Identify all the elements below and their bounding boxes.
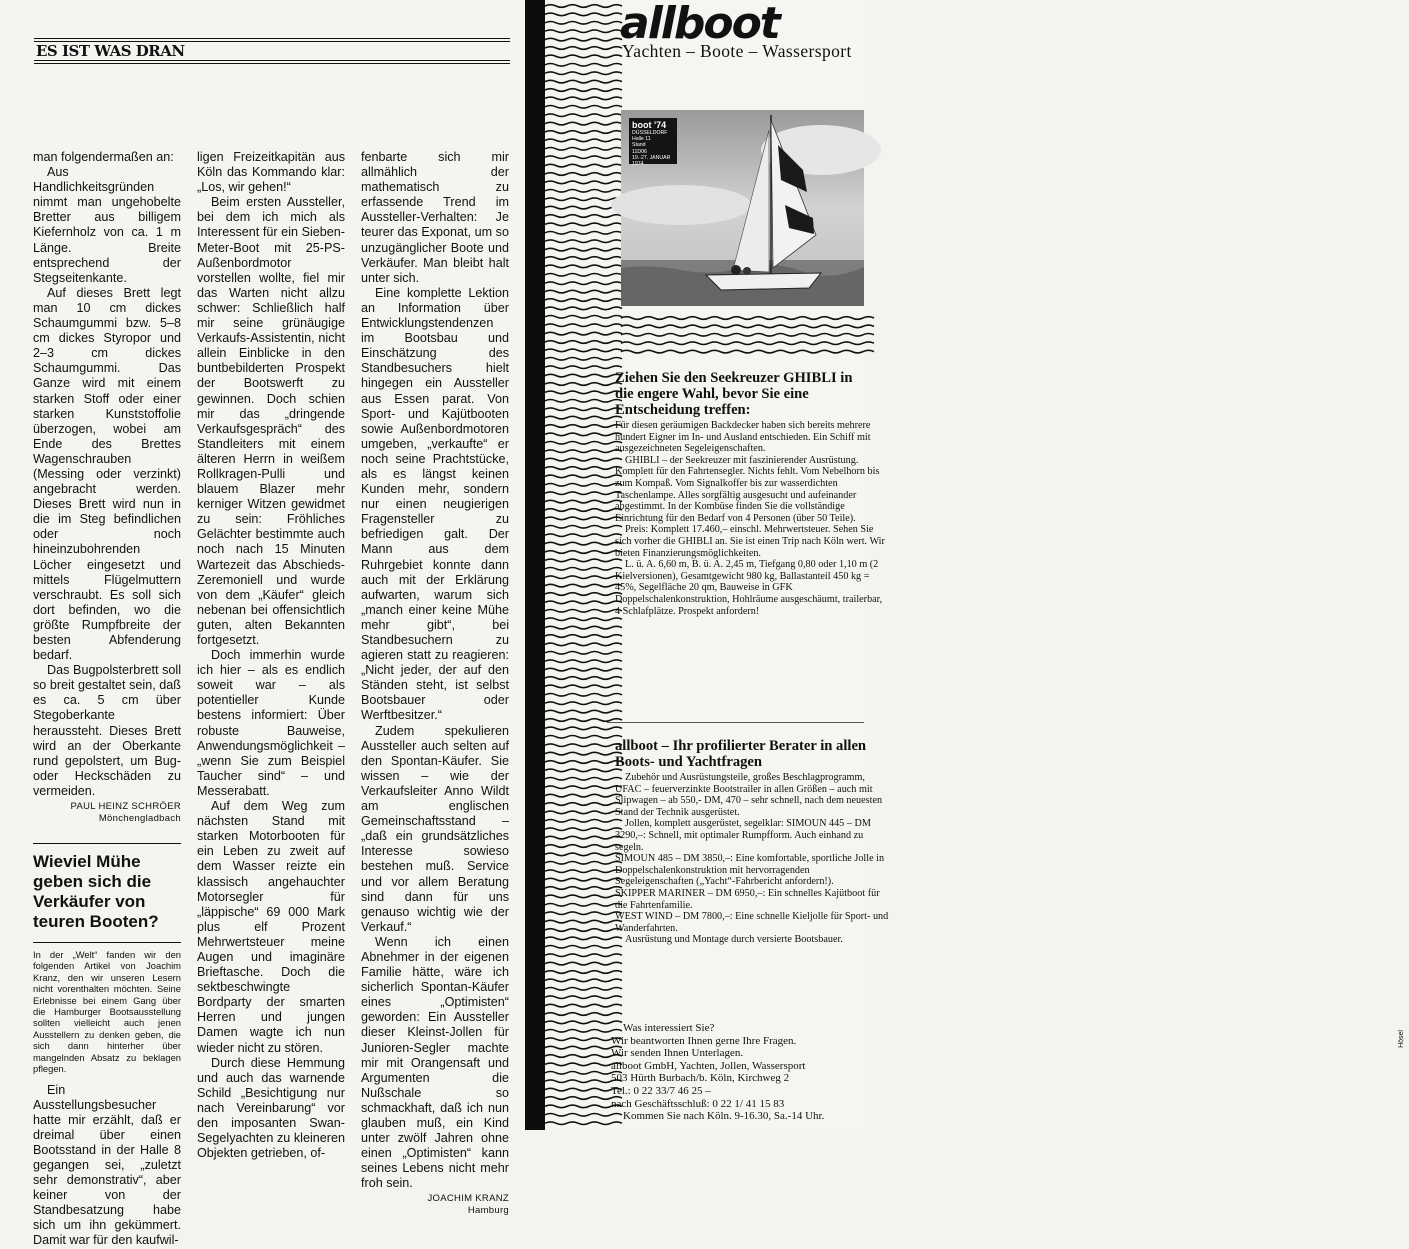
- ghibli-headline: Ziehen Sie den Seekreuzer GHIBLI in die engere Wahl, bevor Sie eine Entscheidung treffen:: [615, 370, 853, 418]
- article-paragraph: Auf dem Weg zum nächsten Stand mit starken Motorbooten für ein Leben zu zweit auf dem Wasser reizte ein klassisch angehauchter Motorsegler für „läppische“ 69 000 Mark plus elf Prozent Mehrwertsteuer meine Augen und imaginäre Brieftasche. Doch die sektbeschwingte Bordparty der smarten Herren und jungen Damen wagte ich nun wieder nicht zu stören.: [197, 799, 345, 1055]
- editorial-page: [0, 0, 530, 1248]
- contact-line: Wir beantworten Ihnen gerne Ihre Fragen.: [611, 1034, 797, 1047]
- article-paragraph: Auf dieses Brett legt man 10 cm dickes Schaumgummi bzw. 5–8 cm dickes Styropor und 2–3 cm dickes Schaumgummi. Das Ganze wird mit einem starken Stoff oder einer starken Kunststoffolie überzogen, wobei am Ende des Brettes Wagenschrauben (Messing oder verzinkt) angebracht werden. Dieses Brett wird nun in die im Steg befindlichen oder noch hineinzubohrenden Löcher eingesetzt und mittels Flügelmuttern verschraubt. Es soll sich dort befinden, wo die größte Rumpfbreite der besten Abfenderung bedarf.: [33, 285, 181, 663]
- advisor-headline: allboot – Ihr profilierter Berater in allen Boots- und Yachtfragen: [615, 738, 867, 770]
- article-paragraph: Beim ersten Aussteller, bei dem ich mich als Interessent für ein Sieben-Meter-Boot mit 25-PS-Außenbordmotor vorstellen wollte, fiel mir das Warten nicht allzu schwer: Schließlich half mir seine grünäugige Verkaufs-Assistentin, nicht allein Einblicke in den buntbebilderten Prospekt der Bootswerft zu gewinnen. Doch schien mir das „dringende Verkaufsgespräch“ des Standleiters mit einem älteren Herrn in weißem Rollkragen-Pulli und blauem Blazer mehr kerniger Witzen gewidmet zu sein: Fröhliches Gelächter bestimmte auch noch nach 15 Minuten Wartezeit das Abschieds-Zeremoniell und wurde von dem „Käufer“ gleich nebenan bei offensichtlich guten, alten Bekannten fortgesetzt.: [197, 195, 345, 647]
- article-paragraph: Doch immerhin wurde ich hier – als es endlich soweit war – als potentieller Kunde bestens informiert: Über robuste Bauweise, Anwendungsmöglichkeit – „wenn Sie zum Beispiel Taucher sind“ – und Messerabatt.: [197, 648, 345, 798]
- article-paragraph: fenbarte sich mir allmählich der mathematisch zu erfassende Trend im Aussteller-Verhalten: Je teurer das Exponat, um so unzugänglicher Boote und Verkäufer. Man bleibt halt unter sich.: [361, 150, 509, 285]
- article-column-2: [197, 150, 345, 1161]
- article-paragraph: Zudem spekulieren Aussteller auch selten auf den Spontan-Käufer. Sie wissen – wie der Verkaufsleiter Anno Wildt am englischen Gemeinschaftsstand – „daß ein grundsätzliches Interesse sowieso bestehen muß. Service und vor allem Beratung sind dann für uns genauso wichtig wie der Verkauf.“: [361, 723, 509, 934]
- photo-credit: Hösel: [1398, 1030, 1405, 1048]
- allboot-advertisement: [545, 0, 1405, 1130]
- ad-paragraph: SKIPPER MARINER – DM 6950,–: Ein schnelles Kajütboot für die Fahrtenfamilie.: [615, 887, 880, 911]
- wave-pattern: [545, 0, 617, 1130]
- fair-city: DÜSSELDORF: [632, 130, 668, 136]
- article-paragraph: Wenn ich einen Abnehmer in der eigenen Familie hätte, wäre ich sicherlich Spontan-Käufer eines „Optimisten“ geworden: Ein Aussteller dieser Kleinst-Jollen für Junioren-Segler machte mir mit Orangensaft und Argumenten die Nußschale so schmackhaft, daß ich nun glauben muß, ein Kind unter zwölf Jahren ohne einen „Optimisten“ kann seines Lebens nicht mehr froh sein.: [361, 934, 509, 1191]
- author-name: PAUL HEINZ SCHRÖER: [70, 801, 181, 813]
- page-gutter: [525, 0, 545, 1130]
- ad-paragraph: Ausrüstung und Montage durch versierte Bootsbauer.: [625, 934, 843, 946]
- box-headline: Wieviel Mühe geben sich die Verkäufer von teuren Booten?: [33, 852, 159, 932]
- article-paragraph: Eine komplette Lektion an Information über Entwicklungstendenzen im Bootsbau und Einschätzung des Standbesuchers hielt hingegen ein Aussteller aus Essen parat. Von Sport- und Kajütbooten sowie Außenbordmotoren umgeben, „verkaufte“ er noch seine Prachtstücke, als es längst keinen Kunden mehr, sondern nur einen neugierigen Fragensteller zu befriedigen galt. Der Mann aus dem Ruhrgebiet konnte dann auch mit der Erklärung aufwarten, warum sich „manch einer keine Mühe mehr gibt“, bei Standbesuchern zu agieren statt zu reagieren: „Nicht jeder, der auf den Ständen steht, ist selbst Bootsbauer oder Werftbesitzer.“: [361, 285, 509, 723]
- box-intro: In der „Welt“ fanden wir den folgenden Artikel von Joachim Kranz, den wir unseren Lesern nicht vorenthalten möchten. Seine Erlebnisse bei einem Gang über die Hamburger Bootsausstellung sollten vielleicht auch jenen Ausstellern zu denken geben, die sich dann hinterher über mangelnden Absatz zu beklagen pflegen.: [33, 949, 181, 1075]
- ad-paragraph: L. ü. A. 6,60 m, B. ü. A. 2,45 m, Tiefgang 0,80 oder 1,10 m (2 Kielversionen), Gesamtgewicht 980 kg, Ballastanteil 450 kg = 45%, Segelfläche 20 qm, Bauweise in GFK Doppelschalenkonstruktion, Hohlräume ausgeschäumt, trailerbar, 4 Schlafplätze. Prospekt anfordern!: [615, 559, 883, 617]
- section-header: [34, 38, 510, 64]
- fair-stamp: [629, 118, 677, 168]
- wave-band: [621, 312, 864, 358]
- ad-paragraph: Zubehör und Ausrüstungsteile, großes Beschlagprogramm, UFAC – feuerverzinkte Bootstrailer in allen Größen – auch mit Slipwagen – ab 550,- DM, 470 – sehr schnell, nach dem neuesten Stand der Technik ausgerüstet.: [615, 772, 883, 818]
- box-divider: [33, 843, 181, 844]
- fair-stand-label: Stand: [632, 142, 646, 149]
- box-divider: [33, 942, 181, 943]
- contact-line: Kommen Sie nach Köln. 9-16.30, Sa.-14 Uhr.: [623, 1110, 825, 1123]
- article-column-3: [361, 150, 509, 1217]
- article-paragraph: Das Bugpolsterbrett soll so breit gestaltet sein, daß es ca. 5 cm über Stegoberkante heraussteht. Dieses Brett wird an der Oberkante rund gepolstert, um Bug- oder Heckschäden zu vermeiden.: [33, 663, 181, 798]
- author-place: Mönchengladbach: [98, 813, 181, 825]
- article-paragraph: ligen Freizeitkapitän aus Köln das Kommando klar: „Los, wir gehen!“: [197, 150, 345, 195]
- ad-paragraph: Für diesen geräumigen Backdecker haben sich bereits mehrere hundert Eigner im In- und Ausland entschieden. Ein Schiff mit ausgezeichneten Segeleigenschaften.: [615, 420, 871, 455]
- author-signature: [361, 1193, 509, 1217]
- article-paragraph: Aus Handlichkeitsgründen nimmt man ungehobelte Bretter aus billigem Kiefernholz von ca. 1 m Länge. Breite entsprechend der Stegseitenkante.: [33, 165, 181, 285]
- author-name: JOACHIM KRANZ: [427, 1193, 509, 1205]
- fair-stand-number: 11D06: [632, 148, 647, 155]
- ad-paragraph: Preis: Komplett 17.460,– einschl. Mehrwertsteuer. Sehen Sie sich vorher die GHIBLI an. Sie ist einen Trip nach Köln wert. Wir bieten Finanzierungsmöglichkeiten.: [615, 524, 885, 559]
- brand-tagline: Yachten – Boote – Wassersport: [622, 41, 852, 61]
- author-place: Hamburg: [467, 1205, 509, 1217]
- author-signature: [33, 801, 181, 825]
- fair-hall: Halle 11: [632, 136, 651, 143]
- brand-logo: allboot: [620, 0, 779, 49]
- section-title: ES IST WAS DRAN: [36, 42, 191, 60]
- advisor-copy: [615, 772, 890, 946]
- fair-dates: 19.-27. JANUAR 1974: [632, 154, 671, 168]
- contact-line: Tel.: 0 22 33/7 46 25 –: [611, 1084, 711, 1097]
- article-paragraph: Durch diese Hemmung und auch das warnende Schild „Besichtigung nur nach Vereinbarung“ vor den imposanten Swan-Segelyachten zu kleineren Objekten getrieben, of-: [197, 1055, 345, 1161]
- contact-line: Was interessiert Sie?: [623, 1022, 715, 1034]
- ad-divider: [607, 722, 864, 723]
- ad-paragraph: WEST WIND – DM 7800,–: Eine schnelle Kieljolle für Sport- und Wanderfahrten.: [615, 911, 889, 934]
- contact-block: [611, 1022, 871, 1123]
- ad-paragraph: SIMOUN 485 – DM 3850,–: Eine komfortable, sportliche Jolle in Doppelschalenkonstruktion mit hervorragenden Segeleigenschaften („Yacht“-Fahrbericht anfordern!).: [615, 853, 885, 888]
- ad-paragraph: GHIBLI – der Seekreuzer mit faszinierender Ausrüstung. Komplett für den Fahrtensegler. Nichts fehlt. Vom Nebelhorn bis zum Kompaß. Vom Signalkoffer bis zur wasserdichten Taschenlampe. Alles sorgfältig ausgesucht und aufeinander abgestimmt. In der Kombüse finden Sie die vollständige Einrichtung für den Bedarf von 4 Personen (über 50 Teile).: [615, 454, 880, 524]
- fair-name: boot '74: [632, 120, 667, 130]
- ad-paragraph: Jollen, komplett ausgerüstet, segelklar: SIMOUN 445 – DM 3290,–: Schnell, mit optimaler Rumpfform. Auch einhand zu segeln.: [615, 818, 871, 853]
- contact-line: allboot GmbH, Yachten, Jollen, Wassersport: [611, 1059, 806, 1072]
- article-column-1: [33, 150, 181, 1249]
- article-paragraph: man folgendermaßen an:: [33, 150, 174, 164]
- contact-line: nach Geschäftsschluß: 0 22 1/ 41 15 83: [611, 1097, 785, 1110]
- ghibli-copy: [615, 420, 885, 617]
- sailboat-photo: [621, 110, 864, 306]
- contact-line: 503 Hürth Burbach/b. Köln, Kirchweg 2: [611, 1072, 790, 1085]
- box-body: Ein Ausstellungsbesucher hatte mir erzählt, daß er dreimal über einen Bootsstand in der Halle 8 gegangen sei, „zuletzt sehr demonstrativ“, aber keiner von der Standbesatzung habe sich um ihn gekümmert. Damit war für den kaufwil-: [33, 1082, 181, 1248]
- contact-line: Wir senden Ihnen Unterlagen.: [611, 1047, 744, 1060]
